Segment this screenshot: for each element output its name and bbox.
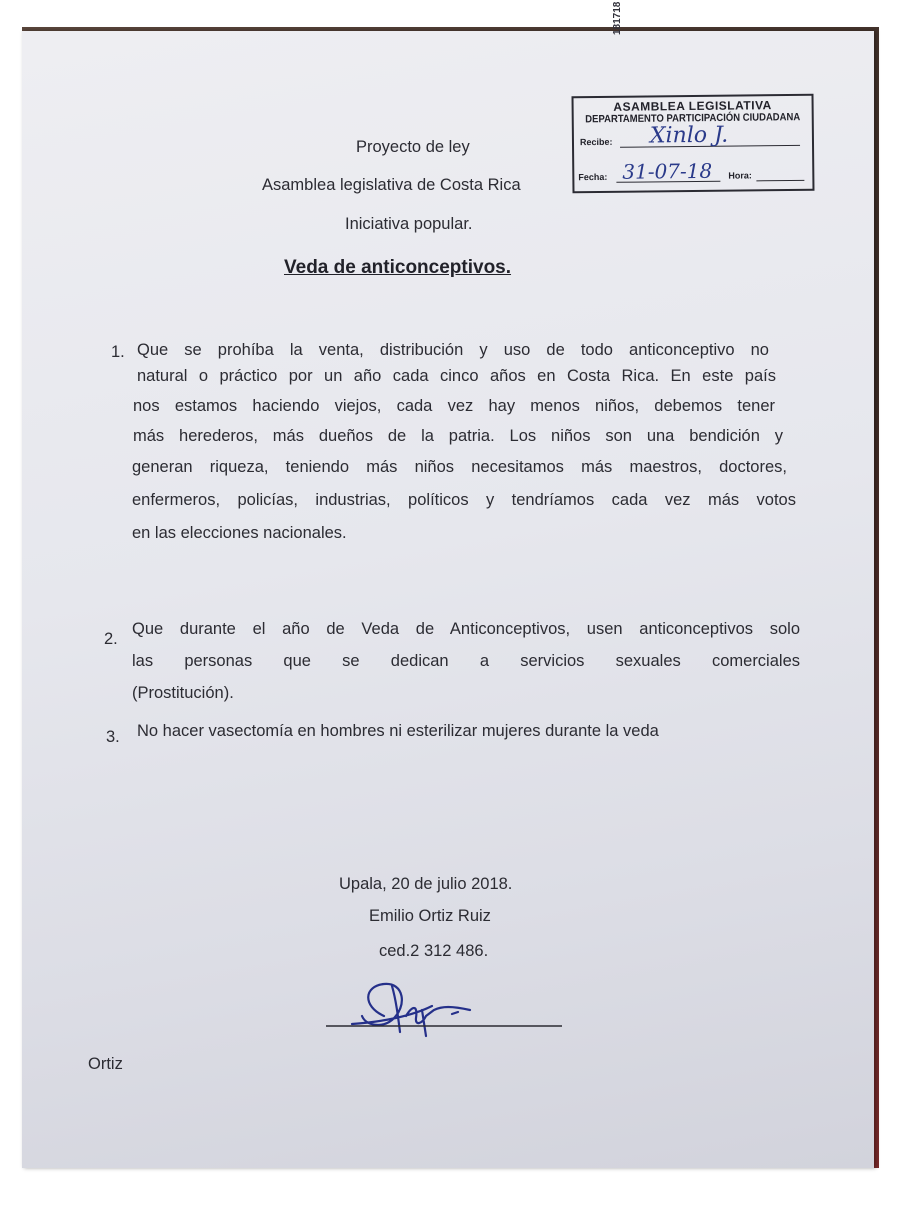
stamp-fecha-handwriting: 31-07-18 bbox=[622, 158, 713, 184]
stamp-department: DEPARTAMENTO PARTICIPACIÓN CIUDADANA bbox=[585, 111, 801, 126]
item-3-number: 3. bbox=[106, 728, 120, 746]
header-asamblea: Asamblea legislativa de Costa Rica bbox=[262, 176, 521, 194]
reception-stamp bbox=[571, 94, 814, 194]
header-iniciativa: Iniciativa popular. bbox=[345, 215, 473, 233]
signer-name: Emilio Ortiz Ruiz bbox=[369, 907, 491, 925]
item-1-line: natural o práctico por un año cada cinco años en Costa Rica. En este país bbox=[137, 367, 776, 385]
item-3-line: No hacer vasectomía en hombres ni esterilizar mujeres durante la veda bbox=[137, 722, 659, 740]
stamp-recibe-handwriting: Xinlo J. bbox=[649, 122, 729, 149]
item-1-line: generan riqueza, teniendo más niños necesitamos más maestros, doctores, bbox=[132, 458, 787, 476]
handwritten-signature bbox=[322, 976, 572, 1046]
stamp-recibe-label: Recibe: bbox=[579, 136, 613, 148]
stamp-fecha-label: Fecha: bbox=[578, 171, 608, 183]
item-2-line: Que durante el año de Veda de Anticonceptivos, usen anticonceptivos solo bbox=[132, 620, 800, 638]
stamp-hora-line bbox=[756, 180, 804, 182]
stamp-org: ASAMBLEA LEGISLATIVA bbox=[613, 98, 772, 114]
place-date: Upala, 20 de julio 2018. bbox=[339, 875, 513, 893]
stamp-number: 181718 bbox=[612, 1, 623, 35]
item-1-line: más herederos, más dueños de la patria. Los niños son una bendición y bbox=[133, 427, 783, 445]
item-2-line: las personas que se dedican a servicios sexuales comerciales bbox=[132, 652, 800, 670]
document-sheet bbox=[22, 1, 874, 1168]
document-photo bbox=[22, 1, 879, 1168]
signer-id: ced.2 312 486. bbox=[379, 942, 489, 960]
item-1-line: en las elecciones nacionales. bbox=[132, 524, 347, 542]
item-1-line: Que se prohíba la venta, distribución y uso de todo anticonceptivo no bbox=[137, 341, 769, 359]
document-title: Veda de anticonceptivos. bbox=[284, 257, 512, 278]
item-1-line: nos estamos haciendo viejos, cada vez hay menos niños, debemos tener bbox=[133, 397, 775, 415]
item-1-line: enfermeros, policías, industrias, políticos y tendríamos cada vez más votos bbox=[132, 491, 796, 509]
item-2-line: (Prostitución). bbox=[132, 684, 234, 702]
footer-name: Ortiz bbox=[88, 1055, 123, 1073]
signature-stroke bbox=[352, 984, 470, 1036]
header-proyecto: Proyecto de ley bbox=[356, 138, 470, 156]
item-1-number: 1. bbox=[111, 343, 125, 361]
item-2-number: 2. bbox=[104, 630, 118, 648]
stamp-hora-label: Hora: bbox=[728, 170, 752, 181]
